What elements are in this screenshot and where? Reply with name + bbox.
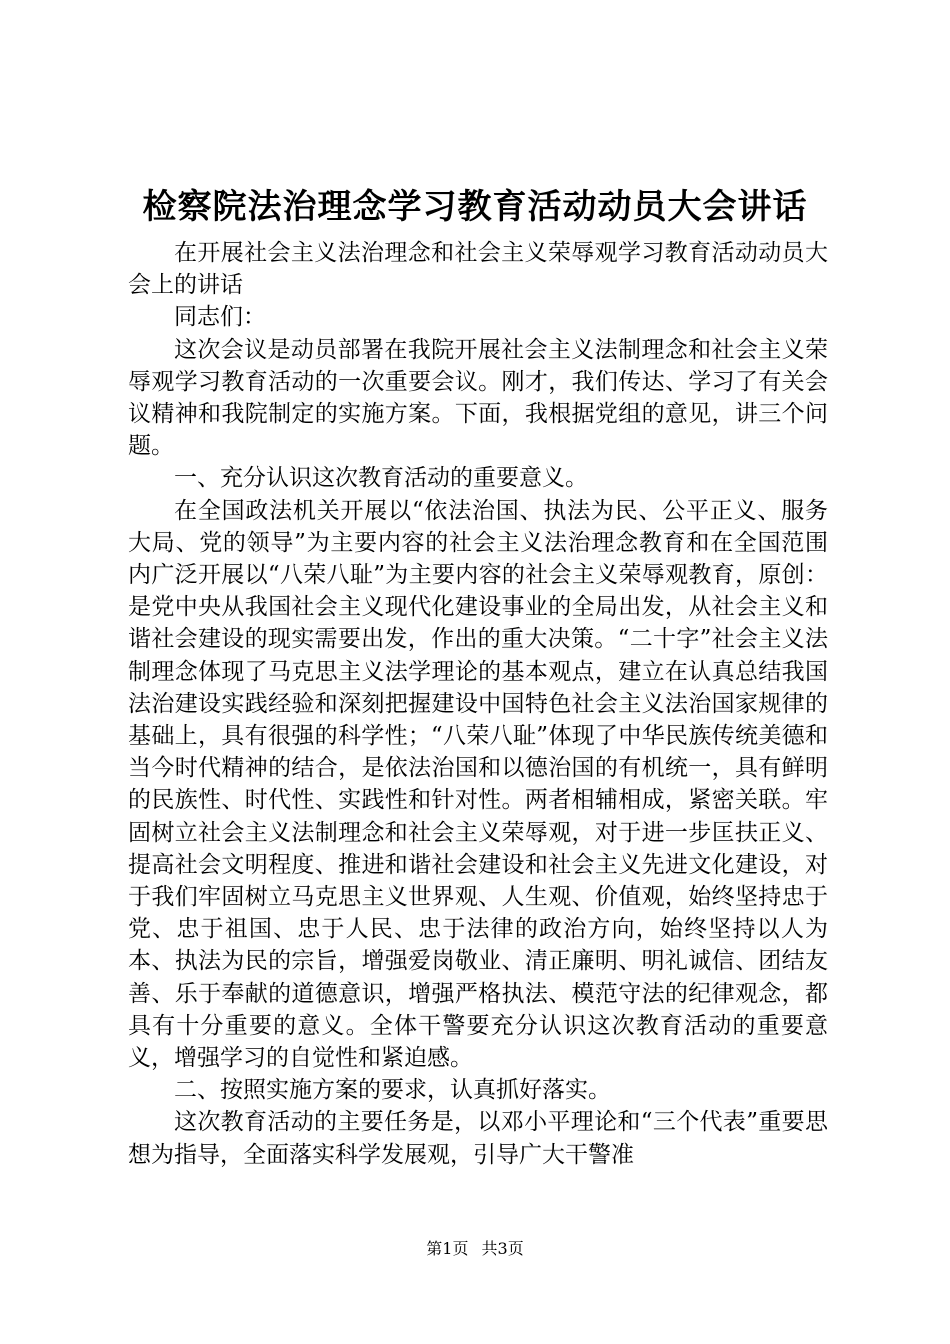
salutation-paragraph: 同志们： — [174, 304, 266, 331]
intro-paragraph: 这次会议是动员部署在我院开展社会主义法制理念和社会主义荣辱观学习教育活动的一次重要会议。刚才，我们传达、学习了有关会议精神和我院制定的实施方案。下面，我根据党组的意见，讲三个问题。 — [128, 336, 828, 460]
document-body — [128, 237, 828, 1171]
section-heading-2: 二、按照实施方案的要求，认真抓好落实。 — [174, 1077, 611, 1104]
page-total: 共3页 — [481, 1239, 524, 1258]
subtitle-paragraph: 在开展社会主义法治理念和社会主义荣辱观学习教育活动动员大会上的讲话 — [128, 240, 828, 299]
body-paragraph-2: 这次教育活动的主要任务是，以邓小平理论和“三个代表”重要思想为指导，全面落实科学发展观，引导广大干警准 — [128, 1109, 828, 1168]
page-footer — [0, 1238, 950, 1260]
section-heading-1: 一、充分认识这次教育活动的重要意义。 — [174, 465, 588, 492]
document-title: 检察院法治理念学习教育活动动员大会讲话 — [142, 187, 808, 227]
body-paragraph-1: 在全国政法机关开展以“依法治国、执法为民、公平正义、服务大局、党的领导”为主要内容的社会主义法治理念教育和在全国范围内广泛开展以“八荣八耻”为主要内容的社会主义荣辱观教育，原创：是党中央从我国社会主义现代化建设事业的全局出发，从社会主义和谐社会建设的现实需要出发，作出的重大决策。“二十字”社会主义法制理念体现了马克思主义法学理论的基本观点，建立在认真总结我国法治建设实践经验和深刻把握建设中国特色社会主义法治国家规律的基础上，具有很强的科学性；“八荣八耻”体现了中华民族传统美德和当今时代精神的结合，是依法治国和以德治国的有机统一，具有鲜明的民族性、时代性、实践性和针对性。两者相辅相成，紧密关联。牢固树立社会主义法制理念和社会主义荣辱观，对于进一步匡扶正义、提高社会文明程度、推进和谐社会建设和社会主义先进文化建设，对于我们牢固树立马克思主义世界观、人生观、价值观，始终坚持忠于党、忠于祖国、忠于人民、忠于法律的政治方向，始终坚持以人为本、执法为民的宗旨，增强爱岗敬业、清正廉明、明礼诚信、团结友善、乐于奉献的道德意识，增强严格执法、模范守法的纪律观念，都具有十分重要的意义。全体干警要充分认识这次教育活动的重要意义，增强学习的自觉性和紧迫感。 — [128, 497, 828, 1072]
page-number: 第1页 — [426, 1239, 469, 1258]
